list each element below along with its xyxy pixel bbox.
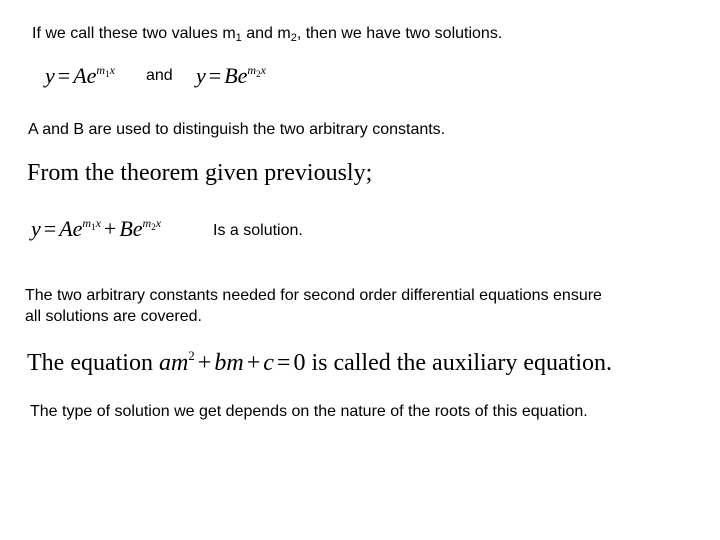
intro-sub2: 2 [290, 32, 297, 44]
sol2-idx: 2 [256, 69, 261, 79]
sol1-idx: 1 [105, 69, 110, 79]
solution-2-formula [196, 63, 266, 89]
solution-1-formula [45, 63, 115, 89]
sol1-coef: A [73, 63, 87, 88]
intro-prefix: If we call these two values m [32, 25, 236, 42]
sol2-x: x [260, 63, 266, 77]
gen-eq: = [43, 216, 57, 241]
sol2-y: y [196, 63, 206, 88]
is-solution-text: Is a solution. [213, 222, 303, 239]
gen-x-2: x [155, 216, 162, 230]
gen-base-2: e [132, 216, 143, 241]
aux-plus-2: + [246, 350, 261, 376]
gen-x-1: x [95, 216, 101, 230]
sol1-m: m [96, 63, 106, 77]
gen-exponent-2 [143, 216, 162, 230]
closing-text: The type of solution we get depends on the nature of the roots of this equation. [30, 403, 588, 420]
aux-plus-1: + [197, 350, 212, 376]
gen-exponent-1 [82, 216, 101, 230]
sol2-exponent [247, 63, 266, 77]
aux-zero: 0 [293, 350, 306, 376]
aux-a: am [158, 350, 189, 376]
intro-suffix: , then we have two solutions. [296, 25, 503, 42]
gen-y: y [31, 216, 41, 241]
sol2-coef: B [224, 63, 238, 88]
intro-text [32, 25, 502, 43]
sol1-eq: = [57, 63, 71, 88]
gen-coef-b: B [119, 216, 133, 241]
gen-base-1: e [72, 216, 83, 241]
constants-note: A and B are used to distinguish the two arbitrary constants. [28, 121, 446, 138]
gen-m-2: m [142, 216, 152, 230]
general-solution-formula [31, 216, 161, 242]
aux-formula [159, 350, 305, 376]
gen-idx-2: 2 [151, 222, 156, 232]
aux-c: c [263, 350, 274, 376]
sol2-base: e [237, 63, 248, 88]
sol2-m: m [247, 63, 257, 77]
aux-eq: = [276, 350, 291, 376]
aux-lead: The equation [27, 350, 153, 376]
gen-idx-1: 1 [91, 222, 96, 232]
auxiliary-equation-line [27, 350, 612, 377]
aux-tail: is called the auxiliary equation. [311, 350, 612, 376]
paragraph-line-1: The two arbitrary constants needed for second order differential equations ensure [25, 287, 602, 304]
sol1-y: y [45, 63, 55, 88]
gen-plus: + [103, 216, 117, 241]
gen-m-1: m [82, 216, 92, 230]
aux-b: bm [214, 350, 244, 376]
gen-coef-a: A [59, 216, 73, 241]
sol1-base: e [86, 63, 97, 88]
intro-middle: and m [241, 25, 291, 42]
aux-exp: 2 [188, 348, 195, 363]
sol2-eq: = [208, 63, 222, 88]
theorem-heading: From the theorem given previously; [27, 160, 373, 186]
sol1-x: x [109, 63, 115, 77]
sol1-exponent [96, 63, 115, 77]
intro-sub1: 1 [235, 32, 242, 44]
connector-and: and [146, 67, 173, 84]
paragraph-line-2: all solutions are covered. [25, 308, 202, 325]
